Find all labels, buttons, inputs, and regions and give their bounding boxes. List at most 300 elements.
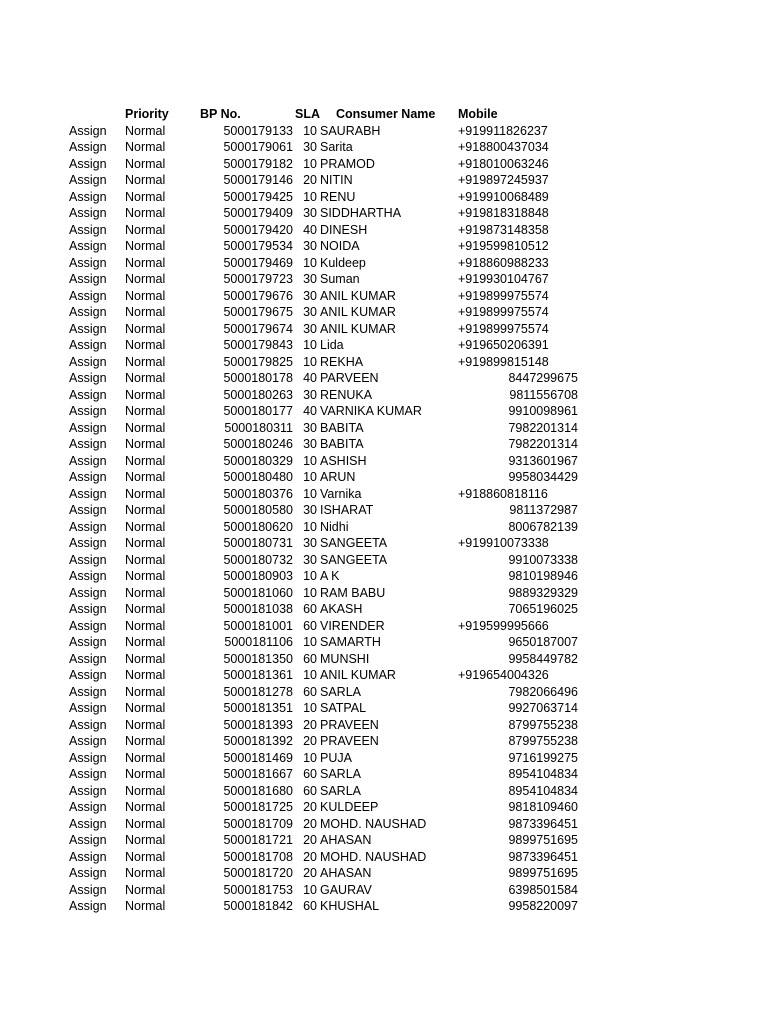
cell-bp-no: 5000181709 <box>223 816 293 831</box>
cell-consumer-name: SAURABH <box>320 123 381 138</box>
cell-mobile: +918800437034 <box>458 140 549 154</box>
cell-bp-no: 5000180311 <box>224 420 293 435</box>
cell-priority: Normal <box>125 767 166 781</box>
table-row <box>0 898 768 915</box>
cell-mobile: 7065196025 <box>508 602 578 616</box>
cell-priority: Normal <box>125 618 166 633</box>
cell-bp-no: 5000181106 <box>224 635 293 649</box>
cell-sla: 20 <box>303 173 317 187</box>
cell-mobile: +919911826237 <box>458 123 548 138</box>
table-row <box>0 486 768 503</box>
cell-assign[interactable]: Assign <box>69 783 107 798</box>
cell-consumer-name: ANIL KUMAR <box>320 321 396 336</box>
cell-assign[interactable]: Assign <box>69 849 107 864</box>
cell-sla: 10 <box>303 338 317 352</box>
cell-bp-no: 5000179425 <box>223 189 293 204</box>
cell-priority: Normal <box>125 899 166 913</box>
cell-bp-no: 5000180732 <box>223 552 293 567</box>
cell-consumer-name: Sarita <box>320 140 353 154</box>
table-row <box>0 667 768 684</box>
cell-consumer-name: MOHD. NAUSHAD <box>320 816 427 831</box>
cell-sla: 20 <box>303 866 317 880</box>
cell-priority: Normal <box>125 338 166 352</box>
table-row <box>0 156 768 173</box>
table-row <box>0 370 768 387</box>
cell-priority: Normal <box>125 882 166 897</box>
cell-assign[interactable]: Assign <box>69 288 107 303</box>
table-row <box>0 882 768 899</box>
cell-mobile: 7982201314 <box>508 437 578 451</box>
cell-assign[interactable]: Assign <box>69 552 107 567</box>
header-mobile: Mobile <box>458 107 498 121</box>
cell-sla: 10 <box>303 354 317 369</box>
cell-sla: 30 <box>303 536 317 550</box>
table-row <box>0 750 768 767</box>
cell-assign[interactable]: Assign <box>69 206 107 220</box>
cell-consumer-name: KHUSHAL <box>320 899 380 913</box>
cell-mobile: 7982066496 <box>508 684 578 699</box>
cell-bp-no: 5000179674 <box>223 321 293 336</box>
cell-mobile: 9958449782 <box>508 651 578 666</box>
cell-consumer-name: PUJA <box>320 750 352 765</box>
cell-mobile: 9810198946 <box>508 569 578 583</box>
cell-assign[interactable]: Assign <box>69 585 107 600</box>
table-row <box>0 189 768 206</box>
cell-mobile: +919873148358 <box>458 222 549 237</box>
cell-priority: Normal <box>125 321 166 336</box>
table-row <box>0 717 768 734</box>
cell-consumer-name: KULDEEP <box>320 800 379 814</box>
cell-consumer-name: Suman <box>320 272 360 286</box>
cell-mobile: 9716199275 <box>508 750 578 765</box>
cell-bp-no: 5000181680 <box>223 783 293 798</box>
cell-mobile: 6398501584 <box>508 882 578 897</box>
table-row <box>0 238 768 255</box>
cell-sla: 10 <box>303 668 317 682</box>
table-row <box>0 535 768 552</box>
cell-sla: 30 <box>303 140 317 154</box>
cell-bp-no: 5000181060 <box>223 585 293 600</box>
cell-sla: 30 <box>303 272 317 286</box>
table-row <box>0 304 768 321</box>
cell-assign[interactable]: Assign <box>69 354 107 369</box>
cell-sla: 10 <box>303 882 317 897</box>
cell-assign[interactable]: Assign <box>69 255 107 270</box>
cell-mobile: +919650206391 <box>458 338 549 352</box>
cell-consumer-name: GAURAV <box>320 882 372 897</box>
cell-sla: 10 <box>303 569 317 583</box>
table-row <box>0 634 768 651</box>
cell-mobile: +919818318848 <box>458 206 549 220</box>
cell-sla: 10 <box>303 255 317 270</box>
cell-bp-no: 5000179061 <box>223 140 293 154</box>
cell-consumer-name: SANGEETA <box>320 536 388 550</box>
cell-assign[interactable]: Assign <box>69 453 107 468</box>
cell-bp-no: 5000181278 <box>223 684 293 699</box>
cell-assign[interactable]: Assign <box>69 750 107 765</box>
cell-sla: 30 <box>303 437 317 451</box>
cell-assign[interactable]: Assign <box>69 189 107 204</box>
table-row <box>0 816 768 833</box>
cell-bp-no: 5000181469 <box>223 750 293 765</box>
cell-assign[interactable]: Assign <box>69 156 107 171</box>
table-row <box>0 783 768 800</box>
table-row <box>0 865 768 882</box>
cell-sla: 10 <box>303 189 317 204</box>
cell-assign[interactable]: Assign <box>69 602 107 616</box>
cell-mobile: 9650187007 <box>508 635 578 649</box>
table-row <box>0 651 768 668</box>
table-row <box>0 288 768 305</box>
cell-priority: Normal <box>125 305 166 319</box>
cell-mobile: +919599810512 <box>458 239 549 253</box>
cell-consumer-name: ASHISH <box>320 453 367 468</box>
cell-bp-no: 5000180177 <box>223 404 293 418</box>
cell-consumer-name: Lida <box>320 338 344 352</box>
cell-assign[interactable]: Assign <box>69 140 107 154</box>
cell-assign[interactable]: Assign <box>69 470 107 484</box>
cell-mobile: 8954104834 <box>508 767 578 781</box>
cell-assign[interactable]: Assign <box>69 173 107 187</box>
cell-bp-no: 5000181725 <box>223 800 293 814</box>
cell-consumer-name: Varnika <box>320 486 362 501</box>
cell-mobile: 9910073338 <box>508 552 578 567</box>
cell-priority: Normal <box>125 387 166 402</box>
cell-assign[interactable]: Assign <box>69 437 107 451</box>
cell-bp-no: 5000181393 <box>223 717 293 732</box>
cell-priority: Normal <box>125 833 166 847</box>
cell-sla: 30 <box>303 305 317 319</box>
cell-priority: Normal <box>125 668 166 682</box>
cell-mobile: +918010063246 <box>458 156 549 171</box>
cell-bp-no: 5000179843 <box>223 338 293 352</box>
table-row <box>0 799 768 816</box>
cell-priority: Normal <box>125 437 166 451</box>
cell-consumer-name: Kuldeep <box>320 255 366 270</box>
cell-priority: Normal <box>125 684 166 699</box>
cell-sla: 60 <box>303 684 317 699</box>
cell-consumer-name: VIRENDER <box>320 618 385 633</box>
cell-priority: Normal <box>125 536 166 550</box>
cell-mobile: +919899975574 <box>458 321 549 336</box>
table-row <box>0 387 768 404</box>
cell-consumer-name: SAMARTH <box>320 635 381 649</box>
cell-assign[interactable]: Assign <box>69 701 107 715</box>
cell-priority: Normal <box>125 783 166 798</box>
cell-bp-no: 5000180580 <box>223 503 293 517</box>
cell-priority: Normal <box>125 866 166 880</box>
cell-bp-no: 5000180480 <box>223 470 293 484</box>
cell-consumer-name: SARLA <box>320 684 361 699</box>
cell-bp-no: 5000180376 <box>223 486 293 501</box>
cell-mobile: 9811372987 <box>509 503 578 517</box>
cell-sla: 20 <box>303 734 317 748</box>
cell-sla: 30 <box>303 206 317 220</box>
cell-sla: 10 <box>303 470 317 484</box>
cell-bp-no: 5000181720 <box>223 866 293 880</box>
cell-bp-no: 5000181721 <box>223 833 293 847</box>
cell-sla: 10 <box>303 585 317 600</box>
cell-assign[interactable]: Assign <box>69 569 107 583</box>
cell-assign[interactable]: Assign <box>69 338 107 352</box>
spreadsheet-table <box>0 106 768 915</box>
cell-bp-no: 5000181708 <box>223 849 293 864</box>
cell-sla: 20 <box>303 816 317 831</box>
table-row <box>0 123 768 140</box>
cell-assign[interactable]: Assign <box>69 371 107 385</box>
cell-bp-no: 5000181361 <box>223 668 293 682</box>
table-row <box>0 354 768 371</box>
cell-consumer-name: PRAVEEN <box>320 734 379 748</box>
cell-sla: 10 <box>303 701 317 715</box>
cell-assign[interactable]: Assign <box>69 404 107 418</box>
table-row <box>0 684 768 701</box>
cell-assign[interactable]: Assign <box>69 816 107 831</box>
table-row <box>0 420 768 437</box>
table-row <box>0 469 768 486</box>
cell-consumer-name: PRAMOD <box>320 156 375 171</box>
cell-priority: Normal <box>125 239 166 253</box>
cell-bp-no: 5000180620 <box>223 519 293 534</box>
cell-consumer-name: SATPAL <box>320 701 367 715</box>
table-row <box>0 733 768 750</box>
cell-bp-no: 5000181350 <box>223 651 293 666</box>
cell-consumer-name: SARLA <box>320 783 361 798</box>
cell-bp-no: 5000179825 <box>223 354 293 369</box>
cell-bp-no: 5000179676 <box>223 288 293 303</box>
cell-sla: 40 <box>303 222 317 237</box>
cell-sla: 40 <box>303 371 317 385</box>
cell-consumer-name: DINESH <box>320 222 368 237</box>
table-row <box>0 139 768 156</box>
cell-assign[interactable]: Assign <box>69 305 107 319</box>
cell-bp-no: 5000180329 <box>223 453 293 468</box>
cell-consumer-name: ANIL KUMAR <box>320 305 396 319</box>
cell-sla: 60 <box>303 899 317 913</box>
cell-priority: Normal <box>125 288 166 303</box>
cell-mobile: 9899751695 <box>508 833 578 847</box>
cell-sla: 30 <box>303 420 317 435</box>
cell-consumer-name: A K <box>320 569 340 583</box>
cell-sla: 40 <box>303 404 317 418</box>
cell-consumer-name: Nidhi <box>320 519 349 534</box>
cell-priority: Normal <box>125 750 166 765</box>
cell-bp-no: 5000181038 <box>223 602 293 616</box>
cell-assign[interactable]: Assign <box>69 618 107 633</box>
cell-bp-no: 5000179469 <box>223 255 293 270</box>
cell-sla: 10 <box>303 486 317 501</box>
cell-mobile: 9818109460 <box>508 800 578 814</box>
table-body <box>0 123 768 915</box>
cell-assign[interactable]: Assign <box>69 239 107 253</box>
cell-consumer-name: RENU <box>320 189 356 204</box>
cell-consumer-name: REKHA <box>320 354 364 369</box>
table-row <box>0 618 768 635</box>
cell-priority: Normal <box>125 552 166 567</box>
table-row <box>0 849 768 866</box>
cell-bp-no: 5000180731 <box>223 536 293 550</box>
table-row <box>0 205 768 222</box>
cell-sla: 30 <box>303 503 317 517</box>
cell-sla: 10 <box>303 750 317 765</box>
cell-assign[interactable]: Assign <box>69 866 107 880</box>
cell-priority: Normal <box>125 206 166 220</box>
cell-mobile: 9958220097 <box>508 899 578 913</box>
table-row <box>0 766 768 783</box>
cell-mobile: +918860988233 <box>458 255 549 270</box>
table-row <box>0 700 768 717</box>
cell-bp-no: 5000181667 <box>223 767 293 781</box>
cell-consumer-name: AHASAN <box>320 866 372 880</box>
cell-mobile: 9889329329 <box>508 585 578 600</box>
cell-assign[interactable]: Assign <box>69 123 107 138</box>
cell-priority: Normal <box>125 453 166 468</box>
table-row <box>0 222 768 239</box>
cell-bp-no: 5000181001 <box>223 618 293 633</box>
cell-mobile: +919899975574 <box>458 288 549 303</box>
cell-consumer-name: NITIN <box>320 173 353 187</box>
cell-priority: Normal <box>125 519 166 534</box>
cell-mobile: 9811556708 <box>509 387 578 402</box>
cell-priority: Normal <box>125 354 166 369</box>
cell-consumer-name: VARNIKA KUMAR <box>320 404 422 418</box>
cell-sla: 10 <box>303 519 317 534</box>
cell-priority: Normal <box>125 602 166 616</box>
cell-assign[interactable]: Assign <box>69 684 107 699</box>
cell-consumer-name: SIDDHARTHA <box>320 206 402 220</box>
table-header-row <box>0 106 768 123</box>
cell-mobile: 8799755238 <box>508 734 578 748</box>
cell-bp-no: 5000179146 <box>223 173 293 187</box>
cell-sla: 30 <box>303 321 317 336</box>
cell-assign[interactable]: Assign <box>69 800 107 814</box>
cell-bp-no: 5000179723 <box>223 272 293 286</box>
cell-mobile: 8006782139 <box>508 519 578 534</box>
cell-mobile: 9873396451 <box>508 816 578 831</box>
cell-assign[interactable]: Assign <box>69 882 107 897</box>
table-row <box>0 255 768 272</box>
cell-mobile: 9910098961 <box>508 404 578 418</box>
cell-bp-no: 5000181842 <box>223 899 293 913</box>
cell-assign[interactable]: Assign <box>69 651 107 666</box>
cell-sla: 60 <box>303 651 317 666</box>
cell-mobile: +919910068489 <box>458 189 549 204</box>
cell-sla: 10 <box>303 635 317 649</box>
cell-consumer-name: ANIL KUMAR <box>320 288 396 303</box>
cell-mobile: +919910073338 <box>458 536 549 550</box>
cell-sla: 60 <box>303 783 317 798</box>
cell-mobile: 8954104834 <box>508 783 578 798</box>
cell-assign[interactable]: Assign <box>69 272 107 286</box>
cell-assign[interactable]: Assign <box>69 717 107 732</box>
table-row <box>0 271 768 288</box>
table-row <box>0 585 768 602</box>
cell-sla: 20 <box>303 717 317 732</box>
cell-consumer-name: AHASAN <box>320 833 372 847</box>
cell-sla: 30 <box>303 288 317 303</box>
table-row <box>0 568 768 585</box>
cell-priority: Normal <box>125 816 166 831</box>
cell-assign[interactable]: Assign <box>69 899 107 913</box>
header-bp-no: BP No. <box>200 107 241 121</box>
cell-assign[interactable]: Assign <box>69 222 107 237</box>
table-row <box>0 453 768 470</box>
cell-assign[interactable]: Assign <box>69 734 107 748</box>
cell-sla: 60 <box>303 602 317 616</box>
cell-sla: 10 <box>303 453 317 468</box>
cell-sla: 20 <box>303 800 317 814</box>
cell-assign[interactable]: Assign <box>69 767 107 781</box>
cell-assign[interactable]: Assign <box>69 668 107 682</box>
cell-mobile: 9958034429 <box>508 470 578 484</box>
cell-assign[interactable]: Assign <box>69 635 107 649</box>
cell-consumer-name: MOHD. NAUSHAD <box>320 849 427 864</box>
header-sla: SLA <box>295 107 320 121</box>
cell-priority: Normal <box>125 486 166 501</box>
cell-mobile: 9899751695 <box>508 866 578 880</box>
cell-consumer-name: BABITA <box>320 437 364 451</box>
table-row <box>0 552 768 569</box>
cell-consumer-name: SARLA <box>320 767 361 781</box>
cell-priority: Normal <box>125 420 166 435</box>
cell-bp-no: 5000180263 <box>223 387 293 402</box>
cell-priority: Normal <box>125 635 166 649</box>
cell-mobile: +919599995666 <box>458 618 549 633</box>
cell-mobile: 7982201314 <box>508 420 578 435</box>
cell-assign[interactable]: Assign <box>69 833 107 847</box>
cell-assign[interactable]: Assign <box>69 536 107 550</box>
cell-priority: Normal <box>125 255 166 270</box>
table-row <box>0 321 768 338</box>
cell-priority: Normal <box>125 734 166 748</box>
cell-mobile: +919899815148 <box>458 354 549 369</box>
table-row <box>0 403 768 420</box>
cell-priority: Normal <box>125 123 166 138</box>
cell-mobile: +919654004326 <box>458 668 549 682</box>
cell-consumer-name: ARUN <box>320 470 356 484</box>
cell-mobile: +919930104767 <box>458 272 549 286</box>
cell-sla: 20 <box>303 833 317 847</box>
header-priority: Priority <box>125 107 169 121</box>
cell-assign[interactable]: Assign <box>69 321 107 336</box>
cell-mobile: +919897245937 <box>458 173 549 187</box>
cell-priority: Normal <box>125 371 166 385</box>
table-row <box>0 832 768 849</box>
cell-consumer-name: ANIL KUMAR <box>320 668 396 682</box>
cell-bp-no: 5000181351 <box>223 701 293 715</box>
cell-priority: Normal <box>125 222 166 237</box>
cell-assign[interactable]: Assign <box>69 387 107 402</box>
cell-assign[interactable]: Assign <box>69 519 107 534</box>
cell-mobile: +918860818116 <box>458 486 548 501</box>
table-row <box>0 601 768 618</box>
cell-sla: 10 <box>303 123 317 138</box>
cell-priority: Normal <box>125 272 166 286</box>
cell-priority: Normal <box>125 800 166 814</box>
cell-bp-no: 5000179675 <box>223 305 293 319</box>
cell-assign[interactable]: Assign <box>69 486 107 501</box>
header-consumer-name: Consumer Name <box>336 107 436 121</box>
cell-mobile: 9873396451 <box>508 849 578 864</box>
cell-bp-no: 5000179133 <box>223 123 293 138</box>
cell-consumer-name: SANGEETA <box>320 552 388 567</box>
cell-assign[interactable]: Assign <box>69 420 107 435</box>
cell-assign[interactable]: Assign <box>69 503 107 517</box>
table-row <box>0 172 768 189</box>
cell-sla: 30 <box>303 552 317 567</box>
cell-sla: 30 <box>303 239 317 253</box>
cell-priority: Normal <box>125 503 166 517</box>
